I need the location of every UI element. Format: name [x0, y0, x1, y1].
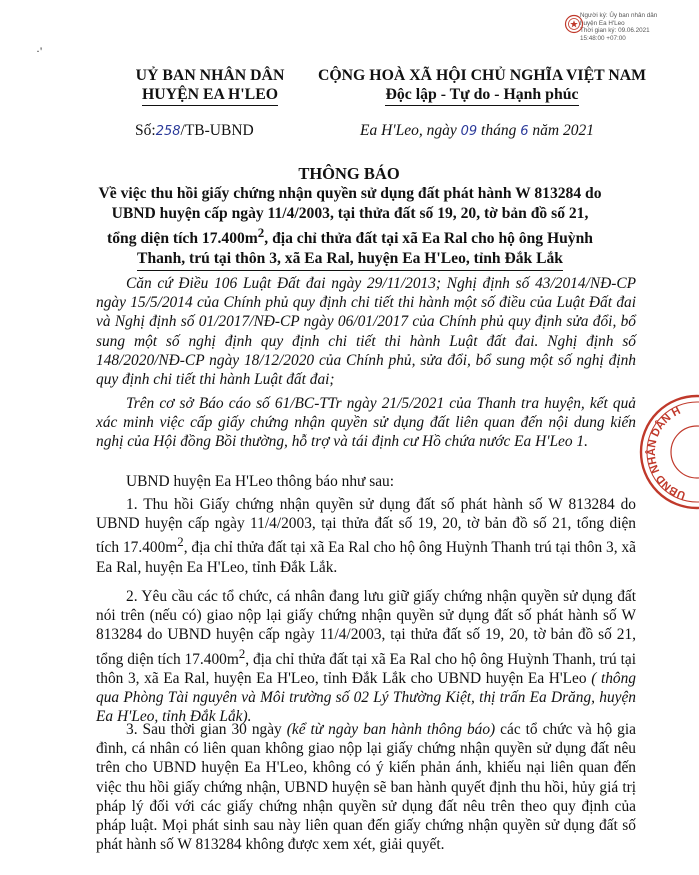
date-year: năm 2021 — [532, 122, 594, 139]
org-line-1: UỶ BAN NHÂN DÂN — [135, 67, 285, 84]
item-1-sup: 2 — [177, 535, 184, 550]
item-2-text-b: , địa chỉ thửa đất tại xã Ea Ral cho hộ ông Huỳnh Thanh, trú tại thôn 3, xã Ea Ral, huyện Ea H'Leo, tỉnh Đắk Lắk cho UBND huyện Ea H'Leo — [96, 650, 636, 687]
item-3-italic: (kể từ ngày ban hành thông báo) — [286, 721, 496, 738]
doc-number-prefix: Số: — [135, 122, 156, 139]
date-line — [360, 122, 594, 140]
item-2-paragraph — [96, 587, 636, 727]
intro-paragraph — [96, 472, 636, 491]
item-2-text-a: 2. Yêu cầu các tổ chức, cá nhân đang lưu giữ giấy chứng nhận quyền sử dụng đất nói trên (nếu có) giao nộp lại giấy chứng nhận quyền sử dụng đất số phát hành số W 813284 do UBND huyện cấp ngày 11/4/2003, tại thửa đất số 19, 20, tờ bản đồ số 21, tổng diện tích 17.400m — [96, 588, 636, 668]
date-month-handwritten: 6 — [520, 124, 529, 139]
doc-number-handwritten: 258 — [155, 124, 181, 139]
legal-basis-text: Căn cứ Điều 106 Luật Đất đai ngày 29/11/2013; Nghị định số 43/2014/NĐ-CP ngày 15/5/2014 của Chính phủ quy định chi tiết thi hành một số điều của Luật Đất đai và Nghị định số 01/2017/NĐ-CP ngày 06/01/2017 của Chính phủ quy định sửa đổi, bổ sung một số nghị định quy định chi tiết thi hành Luật đất đai. Nghị định số 148/2020/NĐ-CP ngày 18/12/2020 của Chính phủ, sửa đổi, bổ sung một số nghị định quy định chi tiết thi hành Luật đất đai; — [96, 275, 636, 389]
signature-time-zone: 15:48:00 +07:00 — [580, 34, 626, 42]
issuing-organization — [110, 66, 310, 106]
national-motto — [312, 66, 652, 106]
subject-line-3 — [56, 223, 644, 249]
doc-number-suffix: /TB-UBND — [180, 122, 254, 139]
subject-line-3-sup: 2 — [257, 225, 265, 241]
item-1-paragraph — [96, 495, 636, 577]
item-3-paragraph — [96, 720, 636, 854]
item-2-sup: 2 — [238, 646, 246, 661]
item-2-address-italic: ( thông qua Phòng Tài nguyên và Môi trường số 02 Lý Thường Kiệt, thị trấn Ea Drăng, huyện Ea H'Leo, tỉnh Đắk Lắk). — [96, 669, 636, 726]
document-title: THÔNG BÁO — [298, 164, 400, 183]
report-basis-paragraph — [96, 394, 636, 452]
item-3-text-a: 3. Sau thời gian 30 ngày — [126, 721, 287, 738]
org-line-2: HUYỆN EA H'LEO — [142, 85, 278, 106]
item-1-text-a: 1. Thu hồi Giấy chứng nhận quyền sử dụng đất số phát hành số W 813284 do UBND huyện cấp ngày 11/4/2003, tại thửa đất số 19, 20, tờ bản đồ số 21, tổng diện tích 17.400m — [96, 496, 636, 557]
svg-text:UBND NHÂN DÂN H — [637, 400, 699, 502]
digital-signature-box — [564, 12, 696, 56]
signature-signer: Người ký: Ủy ban nhân dân — [580, 12, 658, 19]
item-1-text-b: , địa chỉ thửa đất tại xã Ea Ral cho hộ ông Huỳnh Thanh trú tại thôn 3, xã Ea Ral, huyện Ea H'Leo, tỉnh Đắk Lắk. — [96, 539, 636, 576]
red-seal-icon — [637, 392, 699, 512]
intro-text: UBND huyện Ea H'Leo thông báo như sau: — [126, 473, 395, 490]
report-basis-text: Trên cơ sở Báo cáo số 61/BC-TTr ngày 21/5/2021 của Thanh tra huyện, kết quả xác minh việc cấp giấy chứng nhận quyền sử dụng đất liên quan đến nội dung kiến nghị của Hội đồng Bồi thường, hỗ trợ và tái định cư Hồ chứa nước Ea H'Leo 1. — [96, 395, 636, 451]
date-place: Ea H'Leo, ngày — [360, 122, 457, 139]
date-month-label: tháng — [481, 122, 517, 139]
document-number — [135, 122, 254, 140]
subject-line-4: Thanh, trú tại thôn 3, xã Ea Ral, huyện Ea H'Leo, tỉnh Đắk Lắk — [137, 249, 563, 271]
signature-signer-cont: huyện Ea H'Leo — [580, 19, 625, 27]
scan-marks: ·' — [36, 44, 43, 58]
subject-line-2: UBND huyện cấp ngày 11/4/2003, tại thửa đất số 19, 20, tờ bản đồ số 21, — [111, 204, 589, 222]
seal-mini-icon — [564, 14, 584, 34]
subject-line-3-b: , địa chỉ thửa đất tại xã Ea Ral cho hộ ông Huỳnh — [264, 230, 593, 248]
subject-line-3-a: tổng diện tích 17.400m — [107, 230, 258, 248]
motto: Độc lập - Tự do - Hạnh phúc — [385, 85, 578, 106]
item-3-text-b: các tổ chức và hộ gia đình, cá nhân có liên quan không giao nộp lại giấy chứng nhận quyền sử dụng đất nêu trên cho UBND huyện Ea H'Leo, không có ý kiến phản ánh, khiếu nại liên quan đến việc thu hồi giấy chứng nhận, UBND huyện sẽ ban hành quyết định thu hồi, hủy giá trị pháp lý đối với các giấy chứng nhận quyền sử dụng đất nêu trên theo quy định của pháp luật. Mọi phát sinh sau này liên quan đến giấy chứng nhận quyền sử dụng đất số phát hành số W 813284 không được xem xét, giải quyết. — [96, 721, 636, 854]
document-subject — [56, 184, 644, 271]
seal-arc-text: UBND NHÂN DÂN H — [645, 404, 688, 502]
signature-time: Thời gian ký: 09.06.2021 — [580, 27, 650, 35]
subject-line-1: Về việc thu hồi giấy chứng nhận quyền sử dụng đất phát hành W 813284 do — [98, 185, 602, 202]
country-name: CỘNG HOÀ XÃ HỘI CHỦ NGHĨA VIỆT NAM — [317, 67, 647, 84]
legal-basis-paragraph — [96, 274, 636, 389]
date-day-handwritten: 09 — [460, 124, 478, 139]
